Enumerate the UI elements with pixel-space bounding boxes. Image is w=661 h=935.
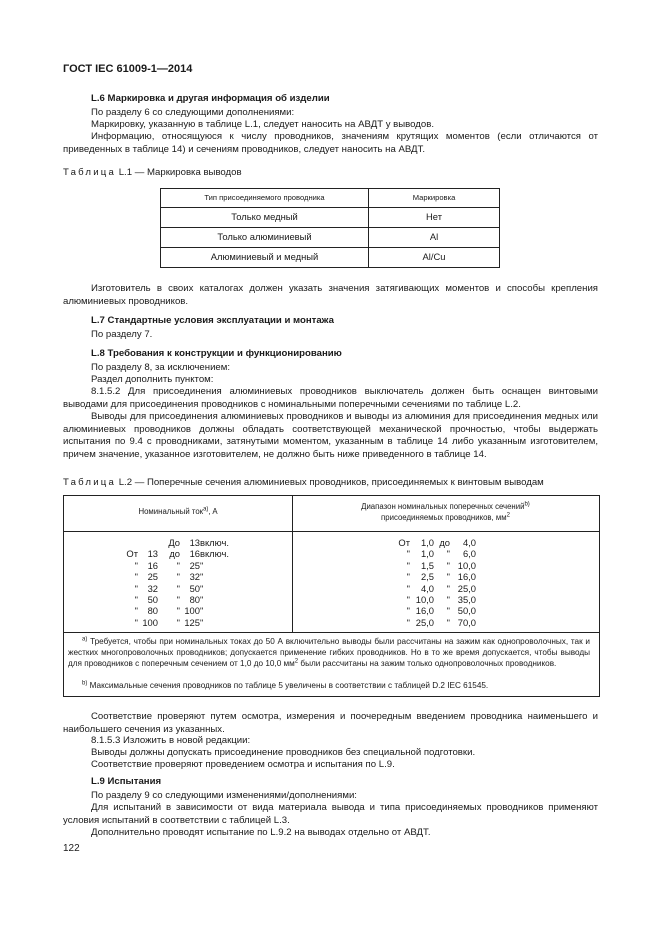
table-cell: " xyxy=(406,605,410,617)
table-cell: 4,0 xyxy=(420,582,434,594)
clause-8153: 8.1.5.3 Изложить в новой редакции: xyxy=(91,735,251,746)
table-cell: " xyxy=(446,571,450,583)
table-cell: 100 xyxy=(184,605,200,617)
table-row xyxy=(122,605,250,616)
table2-header-current: Номинальный ток$^{a)}$, A xyxy=(138,506,218,516)
table-cell: 25,0 xyxy=(415,616,434,628)
table-cell: до xyxy=(169,548,180,560)
table-row xyxy=(161,248,500,268)
table-row xyxy=(392,594,476,605)
table1-cell-type: Только алюминиевый xyxy=(161,228,369,248)
table-cell: От xyxy=(398,537,410,548)
table-cell: " xyxy=(176,605,180,617)
table-cell: От xyxy=(126,548,138,560)
table-cell: 100 xyxy=(142,616,158,628)
table-cell: 16 xyxy=(189,548,200,560)
table-cell: 25 xyxy=(147,571,158,583)
table-cell: " xyxy=(134,559,138,571)
section-l8-heading: L.8 Требования к конструкции и функционированию xyxy=(91,348,342,359)
table-cell: " xyxy=(446,594,450,606)
l6-paragraph-3: Информацию, относящуюся к числу проводников, значениям крутящих моментов (если отличаются от приведенных в таблице 14) и сечениям проводников, следует наносить на АВДТ. xyxy=(63,131,598,155)
l8-paragraph-2: Раздел дополнить пунктом: xyxy=(91,374,214,385)
table-cell: " xyxy=(446,616,450,628)
table-row xyxy=(122,617,250,628)
table-cell: 10,0 xyxy=(457,559,476,571)
manufacturer-paragraph: Изготовитель в своих каталогах должен указать значения затягивающих моментов и способы крепления алюминиевых проводников. xyxy=(63,283,598,307)
table-cell: включ. xyxy=(200,537,229,548)
table1-caption: Таблица L.1 — Маркировка выводов xyxy=(63,167,242,178)
header-divider xyxy=(64,531,599,532)
table-cell: 35,0 xyxy=(457,594,476,606)
terminals-paragraph: Выводы должны допускать присоединение проводников без специальной подготовки. xyxy=(91,747,476,758)
table-cell: 50,0 xyxy=(457,605,476,617)
table-cell: " xyxy=(446,605,450,617)
table-cell: " xyxy=(200,559,204,571)
table-row xyxy=(122,537,250,548)
compliance-paragraph: Соответствие проверяют путем осмотра, измерения и поочередным введением проводника наименьшего и наибольшего сечения из указанных. xyxy=(63,711,598,735)
table2-caption: Таблица L.2 — Поперечные сечения алюминиевых проводников, присоединяемых к винтовым выводам xyxy=(63,477,544,488)
section-ranges xyxy=(392,537,476,628)
table-cell: " xyxy=(200,571,204,583)
table1-cell-type: Только медный xyxy=(161,208,369,228)
table-cell: 70,0 xyxy=(457,616,476,628)
table-l2-cross-sections xyxy=(63,495,600,697)
table-cell: 2,5 xyxy=(420,571,434,583)
table-row xyxy=(122,548,250,559)
table-cell: 1,5 xyxy=(420,559,434,571)
table-cell: " xyxy=(406,582,410,594)
table-cell: 32 xyxy=(189,571,200,583)
table-cell: 50 xyxy=(147,594,158,606)
table-cell: " xyxy=(406,594,410,606)
table-cell: 80 xyxy=(147,605,158,617)
table1-cell-mark: Al/Cu xyxy=(369,248,500,268)
table-row xyxy=(392,617,476,628)
table-cell: " xyxy=(446,582,450,594)
table-cell: 1,0 xyxy=(420,548,434,560)
l8-paragraph-3: 8.1.5.2 Для присоединения алюминиевых проводников выключатель должен быть оснащен винтовыми выводами для присоединения проводников с номинальными поперечными сечениями по таблице L.2. xyxy=(63,386,598,410)
table-cell: " xyxy=(406,616,410,628)
l7-paragraph-1: По разделу 7. xyxy=(91,329,153,340)
table-cell: 13 xyxy=(147,548,158,560)
table-cell: " xyxy=(176,559,180,571)
table-l1-marking xyxy=(160,188,500,268)
table-row xyxy=(392,548,476,559)
l9-paragraph-2: Для испытаний в зависимости от вида материала вывода и типа присоединяемых проводников применяют условия испытаний в соответствии с таблицей L.3. xyxy=(63,802,598,826)
table-cell: " xyxy=(200,605,204,617)
table-cell: " xyxy=(134,605,138,617)
table-row xyxy=(161,228,500,248)
table-cell: 80 xyxy=(189,594,200,606)
section-l6-heading: L.6 Маркировка и другая информация об изделии xyxy=(91,93,330,104)
table-cell: До xyxy=(168,537,180,548)
current-ranges xyxy=(122,537,250,628)
table-cell: " xyxy=(134,571,138,583)
table-cell: до xyxy=(439,537,450,548)
table-row xyxy=(161,208,500,228)
table1-cell-mark: Al xyxy=(369,228,500,248)
table-cell: " xyxy=(200,582,204,594)
table-cell: " xyxy=(176,571,180,583)
l9-paragraph-1: По разделу 9 со следующими изменениями/дополнениями: xyxy=(91,790,357,801)
table-cell: 1,0 xyxy=(420,537,434,548)
table-cell: 10,0 xyxy=(415,594,434,606)
table-cell: " xyxy=(176,582,180,594)
table-cell: " xyxy=(406,548,410,560)
table-row xyxy=(392,537,476,548)
table-cell: 50 xyxy=(189,582,200,594)
table-cell: 25 xyxy=(189,559,200,571)
table-cell: " xyxy=(134,594,138,606)
section-l9-heading: L.9 Испытания xyxy=(91,776,162,787)
table-cell: " xyxy=(176,594,180,606)
section-l7-heading: L.7 Стандартные условия эксплуатации и монтажа xyxy=(91,315,334,326)
table-cell: " xyxy=(134,582,138,594)
table-row xyxy=(392,605,476,616)
table1-header-type: Тип присоединяемого проводника xyxy=(161,189,369,208)
l8-paragraph-1: По разделу 8, за исключением: xyxy=(91,362,231,373)
table1-cell-mark: Нет xyxy=(369,208,500,228)
table-cell: " xyxy=(446,559,450,571)
table-cell: 4,0 xyxy=(462,537,476,548)
table2-footnote-b: $^{b)}$ Максимальные сечения проводников по таблице 5 увеличены в соответствии с таблицей D.2 IEC 61545. xyxy=(82,680,489,690)
table-row xyxy=(122,594,250,605)
table2-footnote-a: $^{a)}$ Требуется, чтобы при номинальных токах до 50 А включительно выводы были рассчитаны на зажим как однопроволочных, так и жестких многопроволочных проводников; допускается применение гибких проводников. Но в то же время допускается, чтобы выводы для проводников с поперечным сечением от 1,0 до 10,0 $мм^2$ были рассчитаны на зажим только однопроволочных проводников. xyxy=(68,636,590,668)
table-cell: 25,0 xyxy=(457,582,476,594)
table-cell: " xyxy=(200,616,204,628)
compliance-check-paragraph: Соответствие проверяют проведением осмотра и испытания по L.9. xyxy=(91,759,395,770)
table-row xyxy=(392,560,476,571)
table2-header-section: Диапазон номинальных поперечных сечений$^{b)}$ присоединяемых проводников, $мм^2$ xyxy=(361,501,530,522)
document-header: ГОСТ IEC 61009-1—2014 xyxy=(63,63,193,75)
l6-paragraph-1: По разделу 6 со следующими дополнениями: xyxy=(91,107,295,118)
table-row xyxy=(122,583,250,594)
table-cell: " xyxy=(406,559,410,571)
table-cell: " xyxy=(176,616,180,628)
table-cell: " xyxy=(134,616,138,628)
table1-cell-type: Алюминиевый и медный xyxy=(161,248,369,268)
table-row xyxy=(392,571,476,582)
table-cell: " xyxy=(200,594,204,606)
l8-paragraph-4: Выводы для присоединения алюминиевых проводников и выводы из алюминия для присоединения медных или алюминиевых проводников должны обладать соответствующей механической прочностью, чтобы выдержать испытания по 9.4 с проводниками, затянутыми моментом, указанным в таблице 14 либо указанным изготовителем, причем значение, указанное изготовителем, не должно быть ниже приведенного в таблице 14. xyxy=(63,411,598,460)
table-cell: 16,0 xyxy=(457,571,476,583)
page-number: 122 xyxy=(63,843,80,854)
table-cell: 6,0 xyxy=(462,548,476,560)
table-cell: 32 xyxy=(147,582,158,594)
table-row xyxy=(122,560,250,571)
table-cell: " xyxy=(446,548,450,560)
table-cell: 13 xyxy=(189,537,200,548)
l6-paragraph-2: Маркировку, указанную в таблице L.1, следует наносить на АВДТ у выводов. xyxy=(91,119,434,130)
table-row xyxy=(392,583,476,594)
table-row xyxy=(122,571,250,582)
footnote-divider xyxy=(64,632,599,633)
table-cell: " xyxy=(406,571,410,583)
table-cell: включ. xyxy=(200,548,229,560)
table-cell: 16 xyxy=(147,559,158,571)
table1-header-marking: Маркировка xyxy=(369,189,500,208)
l9-paragraph-3: Дополнительно проводят испытание по L.9.2 на выводах отдельно от АВДТ. xyxy=(91,827,431,838)
table-cell: 16,0 xyxy=(415,605,434,617)
table-cell: 125 xyxy=(184,616,200,628)
